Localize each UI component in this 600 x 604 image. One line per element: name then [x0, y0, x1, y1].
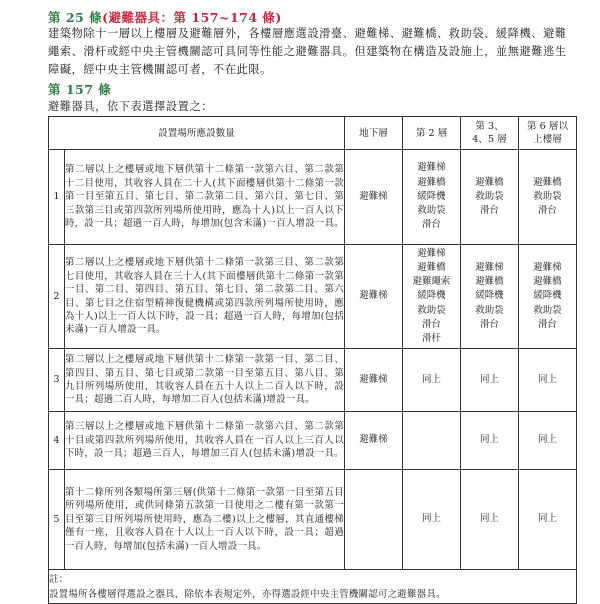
- device-item: 避難梯: [359, 434, 388, 446]
- device-item: 緩降機: [533, 290, 562, 302]
- device-item: 避難梯: [533, 261, 562, 273]
- floor345-devices: [461, 412, 519, 470]
- device-item: 滑台: [538, 318, 557, 330]
- floor6-devices: [519, 150, 577, 245]
- device-item: 避難橋: [417, 176, 446, 188]
- row-number: 3: [49, 349, 65, 412]
- table-header-row: [49, 117, 577, 150]
- header-basement: 地下層: [345, 117, 403, 150]
- floor345-devices: [461, 470, 519, 570]
- header-floor2: 第 2 層: [403, 117, 461, 150]
- device-item: 避難梯: [417, 247, 446, 259]
- device-item: 避難橋: [533, 276, 562, 288]
- row-condition: 第二層以上之樓層或地下層供第十二條第一款第一目、第二目、第四目、第五目、第七目或第二款第一目至第五目、第八目、第九目所列場所使用，其收容人員在五十人以上二百人以下時，設一具；超過二百人時，每增加二百人(包括未滿)增設一具。: [65, 349, 345, 412]
- floor6-devices: [519, 245, 577, 349]
- device-item: 緩降機: [475, 290, 504, 302]
- device-item: 救助袋: [475, 190, 504, 202]
- floor2-devices: [403, 470, 461, 570]
- floor2-devices: [403, 245, 461, 349]
- floor345-devices: [461, 150, 519, 245]
- header-floor345: [461, 117, 519, 150]
- row-condition: 第三層以上之樓層或地下層供第十二條第一款第六目、第二款第十目或第四款所列場所使用，其收容人員在一百人以上三百人以下時，設一具；超過三百人，每增加三百人(包括未滿)增設一具。: [65, 412, 345, 470]
- device-item: 救助袋: [417, 205, 446, 217]
- device-item: 避難繩索: [412, 276, 451, 288]
- note-text: 設置場所各樓層得選設之器具，除依本表規定外，亦得選設經中央主管機關認可之避難器具。: [49, 588, 446, 600]
- row-number: 2: [49, 245, 65, 349]
- device-item: 救助袋: [533, 190, 562, 202]
- header-floor6-line: 上樓層: [533, 134, 562, 145]
- device-item: 避難梯: [475, 261, 504, 273]
- basement-devices: [345, 412, 403, 470]
- device-item: 滑台: [538, 205, 557, 217]
- device-item: 避難梯: [417, 162, 446, 174]
- basement-devices: [345, 349, 403, 412]
- note-label: 註：: [49, 573, 69, 585]
- device-item: 避難橋: [475, 176, 504, 188]
- device-item: 同上: [480, 373, 499, 385]
- article-subtitle: (避難器具：第 157~174 條): [102, 10, 282, 25]
- device-item: 避難橋: [417, 261, 446, 273]
- row-number: 5: [49, 470, 65, 570]
- floor6-devices: [519, 349, 577, 412]
- device-item: 避難橋: [533, 176, 562, 188]
- device-item: 同上: [422, 513, 441, 525]
- device-item: 同上: [422, 373, 441, 385]
- header-condition: 設置場所應設數量: [49, 117, 345, 150]
- device-item: 同上: [480, 513, 499, 525]
- floor345-devices: [461, 245, 519, 349]
- device-item: 救助袋: [475, 304, 504, 316]
- article-body: 建築物除十一層以上樓層及避難層外，各樓層應選設滑臺、避難梯、避難橋、救助袋、緩降機、避難繩索、滑杆或經中央主管機關認可具同等性能之避難器具。但建築物在構造及設施上，並無避難逃生障礙，經中央主管機關認可者，不在此限。: [48, 27, 567, 76]
- floor2-devices: [403, 150, 461, 245]
- evacuation-equipment-table: [48, 116, 577, 604]
- header-floor6-line: 第 6 層以: [527, 121, 568, 132]
- table-caption: 避難器具，依下表選擇設置之：: [48, 100, 214, 113]
- basement-devices: [345, 470, 403, 570]
- header-floor345-line: 第 3、: [475, 121, 504, 132]
- floor6-devices: [519, 470, 577, 570]
- table-row: [49, 412, 577, 470]
- device-item: 同上: [480, 434, 499, 446]
- basement-devices: [345, 150, 403, 245]
- floor2-devices: [403, 349, 461, 412]
- table-note-row: [49, 570, 577, 604]
- header-floor345-line: 4、5 層: [472, 134, 507, 145]
- row-number: 4: [49, 412, 65, 470]
- section-heading: 第 157 條: [48, 82, 112, 97]
- device-item: 緩降機: [417, 290, 446, 302]
- device-item: 避難梯: [359, 190, 388, 202]
- row-condition: 第十二條所列各類場所第三層(供第十二條第一款第一目至第五目所列場所使用，或供同條第五款第一目使用之二樓有第一款第一目至第三目所列場所使用時，應為二樓)以上之樓層，其直通樓梯僅有一座，且收容人員在十人以上一百人以下時，設一具；超過一百人時，每增加(包括未滿)一百人增設一具。: [65, 470, 345, 570]
- article-number: 第 25 條: [48, 10, 103, 25]
- floor2-devices: [403, 412, 461, 470]
- device-item: 滑台: [480, 318, 499, 330]
- row-number: 1: [49, 150, 65, 245]
- basement-devices: [345, 245, 403, 349]
- article-title: [48, 8, 282, 26]
- device-item: 同上: [538, 434, 557, 446]
- table-note: [49, 570, 577, 604]
- device-item: 避難梯: [359, 290, 388, 302]
- device-item: 緩降機: [417, 190, 446, 202]
- floor6-devices: [519, 412, 577, 470]
- floor345-devices: [461, 349, 519, 412]
- table-row: [49, 245, 577, 349]
- table-row: [49, 150, 577, 245]
- device-item: 同上: [538, 373, 557, 385]
- row-condition: 第二層以上之樓層或地下層供第十二條第一款第六目、第二款第十二目使用，其收容人員在二十人(其下面樓層供第十二條第一款第一目至第五目、第七目、第二款第二目、第六目、第七目、第三款第三目或第四款所列場所使用時，應為十人)以上一百人以下時，設一具；超過一百人時，每增加(包含未滿)一百人增設一具。: [65, 150, 345, 245]
- header-floor6: [519, 117, 577, 150]
- table-row: [49, 349, 577, 412]
- table-row: [49, 470, 577, 570]
- device-item: 避難橋: [475, 276, 504, 288]
- row-condition: 第二層以上之樓層或地下層供第十二條第一款第三目、第二款第七目使用，其收容人員在三十人(其下面樓層供第十二條第一款第一目、第二目、第四目、第五目、第七目、第二款第二目、第六目、第七目之住宿型精神復健機構或第四款所列場所使用時，應為十人)以上一百人以下時，設一具；超過一百人時，每增加(包括未滿)一百人增設一具。: [65, 245, 345, 349]
- device-item: 滑台: [422, 318, 441, 330]
- device-item: 滑台: [480, 205, 499, 217]
- device-item: 滑台: [422, 219, 441, 231]
- device-item: 同上: [538, 513, 557, 525]
- device-item: 避難梯: [359, 373, 388, 385]
- device-item: 救助袋: [417, 304, 446, 316]
- device-item: 救助袋: [533, 304, 562, 316]
- device-item: 滑杆: [422, 333, 441, 344]
